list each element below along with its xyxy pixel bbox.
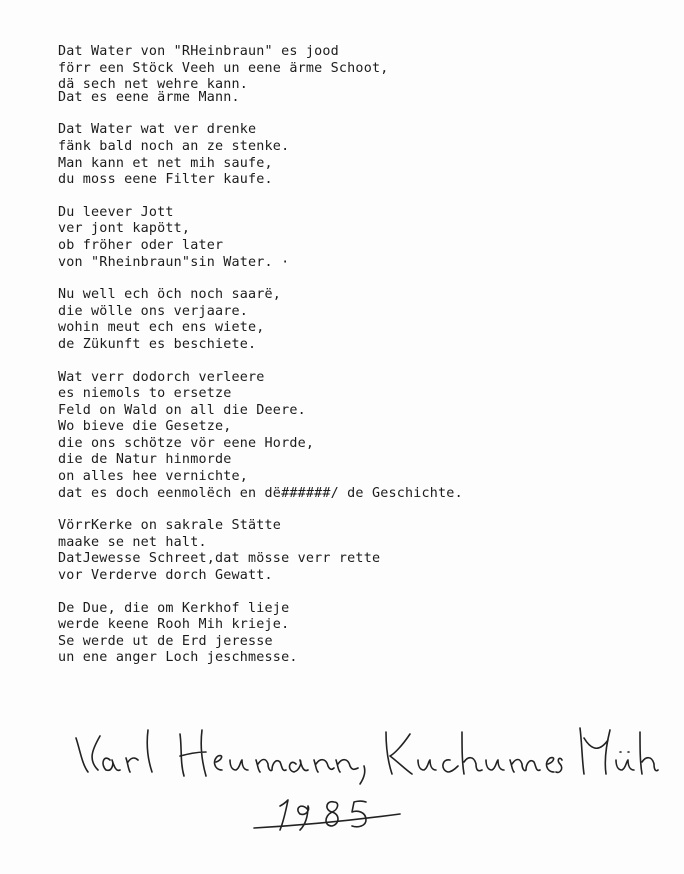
poem-line: Wo bieve die Gesetze, [58, 419, 232, 435]
stanza [58, 287, 658, 353]
poem-line: die ons schötze vör eene Horde, [58, 435, 315, 451]
poem-line: Dat Water von "RHeinbraun" es jood [58, 44, 339, 59]
handwritten-year [250, 792, 410, 842]
poem-line: un ene anger Loch jeschmesse. [58, 650, 298, 666]
poem-line: Se werde ut de Erd jeresse [58, 633, 273, 649]
poem-line: werde keene Rooh Mih krieje. [58, 617, 290, 633]
poem-line: du moss eene Filter kaufe. [58, 172, 273, 188]
poem-line: wohin meut ech ens wiete, [58, 320, 265, 336]
poem-line: dat es doch eenmolëch en dë######/ de Geschichte. [58, 485, 463, 501]
poem-line: fänk bald noch an ze stenke. [58, 138, 290, 154]
poem-line: die wölle ons verjaare. [58, 303, 249, 319]
stanza [58, 205, 658, 271]
poem-line: Nu well ech öch noch saarë, [58, 287, 282, 303]
stanza [58, 601, 658, 667]
poem-line: de Zükunft es beschiete. [58, 336, 257, 352]
poem-line: Man kann et net mih saufe, [58, 155, 273, 171]
handwritten-signature [70, 720, 670, 790]
poem-line: Wat verr dodorch verleere [58, 369, 265, 385]
poem-line: dä sech net wehre kann. [58, 77, 249, 93]
poem-line: ob fröher oder later [58, 237, 224, 253]
poem-line: Dat Water wat ver drenke [58, 122, 257, 138]
stanza [58, 370, 658, 503]
poem-line: vor Verderve dorch Gewatt. [58, 568, 273, 584]
poem-line: förr een Stöck Veeh un eene ärme Schoot, [58, 60, 389, 76]
poem-line: Dat es eene ärme Mann. [58, 89, 240, 105]
stanza [58, 518, 658, 584]
poem-line: Feld on Wald on all die Deere. [58, 402, 306, 418]
poem-line: on alles hee vernichte, [58, 469, 249, 485]
stanza [58, 122, 658, 188]
poem-line: VörrKerke on sakrale Stätte [58, 518, 282, 534]
poem-line: DatJewesse Schreet,dat mösse verr rette [58, 551, 381, 567]
stanza [58, 44, 658, 106]
poem-line: von "Rheinbraun"sin Water. · [58, 254, 290, 270]
poem-line: es niemols to ersetze [58, 386, 232, 402]
poem-line: die de Natur hinmorde [58, 452, 232, 468]
poem-line: Du leever Jott [58, 204, 174, 220]
poem [58, 44, 658, 683]
poem-line: ver jont kapött, [58, 221, 191, 237]
poem-line: De Due, die om Kerkhof lieje [58, 600, 290, 616]
poem-line: maake se net halt. [58, 534, 207, 550]
